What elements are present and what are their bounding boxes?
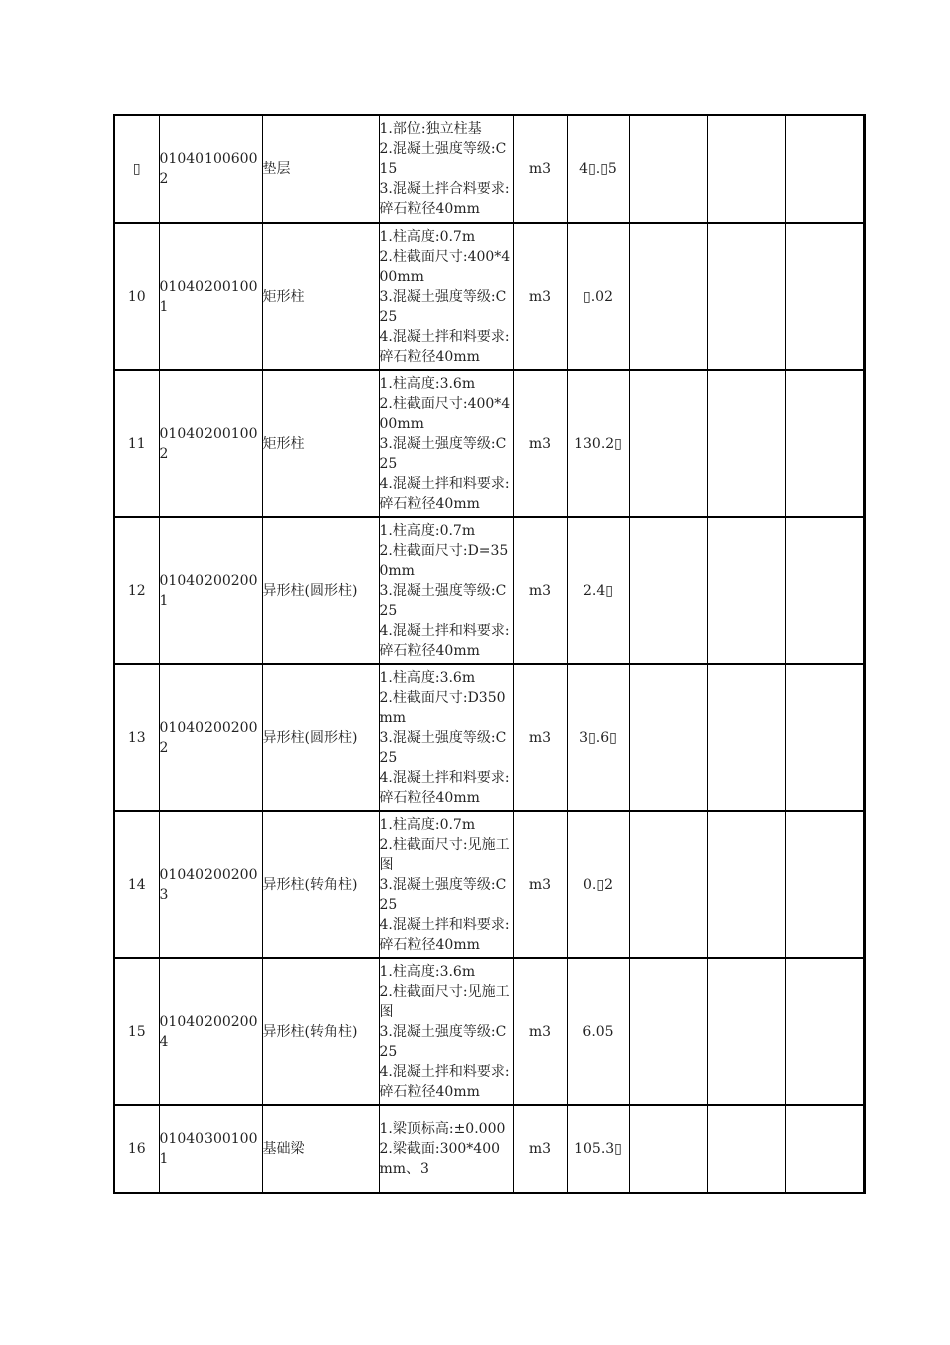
empty-cell — [785, 115, 864, 223]
empty-cell — [785, 811, 864, 958]
row-number: 12 — [114, 517, 159, 664]
table-row — [114, 958, 864, 1105]
empty-cell — [707, 664, 785, 811]
empty-cell — [707, 115, 785, 223]
empty-cell — [707, 517, 785, 664]
item-unit: m3 — [513, 370, 567, 517]
empty-cell — [785, 223, 864, 370]
item-name: 矩形柱 — [262, 223, 379, 370]
item-description-text: 1.柱高度:0.7m 2.柱截面尺寸:400*400mm 3.混凝土强度等级:C25 4.混凝土拌和料要求:碎石粒径40mm — [379, 228, 511, 365]
item-name: 异形柱(转角柱) — [262, 958, 379, 1105]
item-quantity: 105.3▯ — [567, 1105, 629, 1193]
empty-cell — [629, 517, 707, 664]
item-quantity: 3▯.6▯ — [567, 664, 629, 811]
table-row — [114, 223, 864, 370]
item-code: 010402002003 — [159, 811, 262, 958]
item-description-text: 1.柱高度:3.6m 2.柱截面尺寸:D350mm 3.混凝土强度等级:C25 4.混凝土拌和料要求:碎石粒径40mm — [379, 669, 510, 806]
item-name: 异形柱(转角柱) — [262, 811, 379, 958]
table-body — [114, 115, 864, 1193]
empty-cell — [707, 370, 785, 517]
empty-cell — [785, 370, 864, 517]
row-number: 15 — [114, 958, 159, 1105]
empty-cell — [785, 1105, 864, 1193]
item-name: 异形柱(圆形柱) — [262, 517, 379, 664]
item-description — [379, 664, 513, 811]
item-description — [379, 958, 513, 1105]
item-quantity: 130.2▯ — [567, 370, 629, 517]
item-code: 010401006002 — [159, 115, 262, 223]
empty-cell — [707, 958, 785, 1105]
table-row — [114, 370, 864, 517]
empty-cell — [707, 1105, 785, 1193]
table-row — [114, 664, 864, 811]
empty-cell — [785, 958, 864, 1105]
row-number: 16 — [114, 1105, 159, 1193]
item-code: 010402002004 — [159, 958, 262, 1105]
empty-cell — [629, 1105, 707, 1193]
empty-cell — [629, 223, 707, 370]
item-quantity: 2.4▯ — [567, 517, 629, 664]
row-number: 10 — [114, 223, 159, 370]
item-description-text: 1.柱高度:0.7m 2.柱截面尺寸:D=350mm 3.混凝土强度等级:C25 4.混凝土拌和料要求:碎石粒径40mm — [379, 522, 510, 659]
item-unit: m3 — [513, 517, 567, 664]
empty-cell — [629, 115, 707, 223]
empty-cell — [707, 811, 785, 958]
item-description — [379, 370, 513, 517]
empty-cell — [629, 664, 707, 811]
item-description — [379, 1105, 513, 1193]
item-quantity: 4▯.▯5 — [567, 115, 629, 223]
item-name: 矩形柱 — [262, 370, 379, 517]
item-description — [379, 517, 513, 664]
item-code: 010402002001 — [159, 517, 262, 664]
item-description — [379, 115, 513, 223]
row-number: 14 — [114, 811, 159, 958]
item-description — [379, 223, 513, 370]
item-code: 010403001001 — [159, 1105, 262, 1193]
item-name: 垫层 — [262, 115, 379, 223]
table-row — [114, 115, 864, 223]
empty-cell — [629, 370, 707, 517]
row-number: 11 — [114, 370, 159, 517]
item-name: 基础梁 — [262, 1105, 379, 1193]
item-quantity: 0.▯2 — [567, 811, 629, 958]
item-unit: m3 — [513, 958, 567, 1105]
empty-cell — [629, 811, 707, 958]
item-code: 010402001001 — [159, 223, 262, 370]
item-unit: m3 — [513, 115, 567, 223]
item-description-text: 1.部位:独立柱基 2.混凝土强度等级:C15 3.混凝土拌合料要求:碎石粒径40mm — [379, 121, 510, 217]
bill-of-quantities-table — [113, 114, 866, 1194]
item-unit: m3 — [513, 811, 567, 958]
item-code: 010402002002 — [159, 664, 262, 811]
item-quantity: 6.05 — [567, 958, 629, 1105]
item-description-text: 1.柱高度:3.6m 2.柱截面尺寸:见施工图 3.混凝土强度等级:C25 4.混凝土拌和料要求:碎石粒径40mm — [379, 963, 510, 1100]
row-number: 13 — [114, 664, 159, 811]
empty-cell — [785, 664, 864, 811]
item-unit: m3 — [513, 223, 567, 370]
item-unit: m3 — [513, 1105, 567, 1193]
table-row — [114, 1105, 864, 1193]
empty-cell — [707, 223, 785, 370]
item-description-text: 1.柱高度:0.7m 2.柱截面尺寸:见施工图 3.混凝土强度等级:C25 4.混凝土拌和料要求:碎石粒径40mm — [379, 816, 510, 953]
empty-cell — [629, 958, 707, 1105]
item-code: 010402001002 — [159, 370, 262, 517]
row-number: ▯ — [114, 115, 159, 223]
table-row — [114, 517, 864, 664]
item-unit: m3 — [513, 664, 567, 811]
item-description-text: 1.柱高度:3.6m 2.柱截面尺寸:400*400mm 3.混凝土强度等级:C25 4.混凝土拌和料要求:碎石粒径40mm — [379, 375, 511, 512]
item-description — [379, 811, 513, 958]
table-row — [114, 811, 864, 958]
item-name: 异形柱(圆形柱) — [262, 664, 379, 811]
item-quantity: ▯.02 — [567, 223, 629, 370]
empty-cell — [785, 517, 864, 664]
item-description-text: 1.梁顶标高:±0.000 2.梁截面:300*400mm、3 — [379, 1121, 506, 1177]
